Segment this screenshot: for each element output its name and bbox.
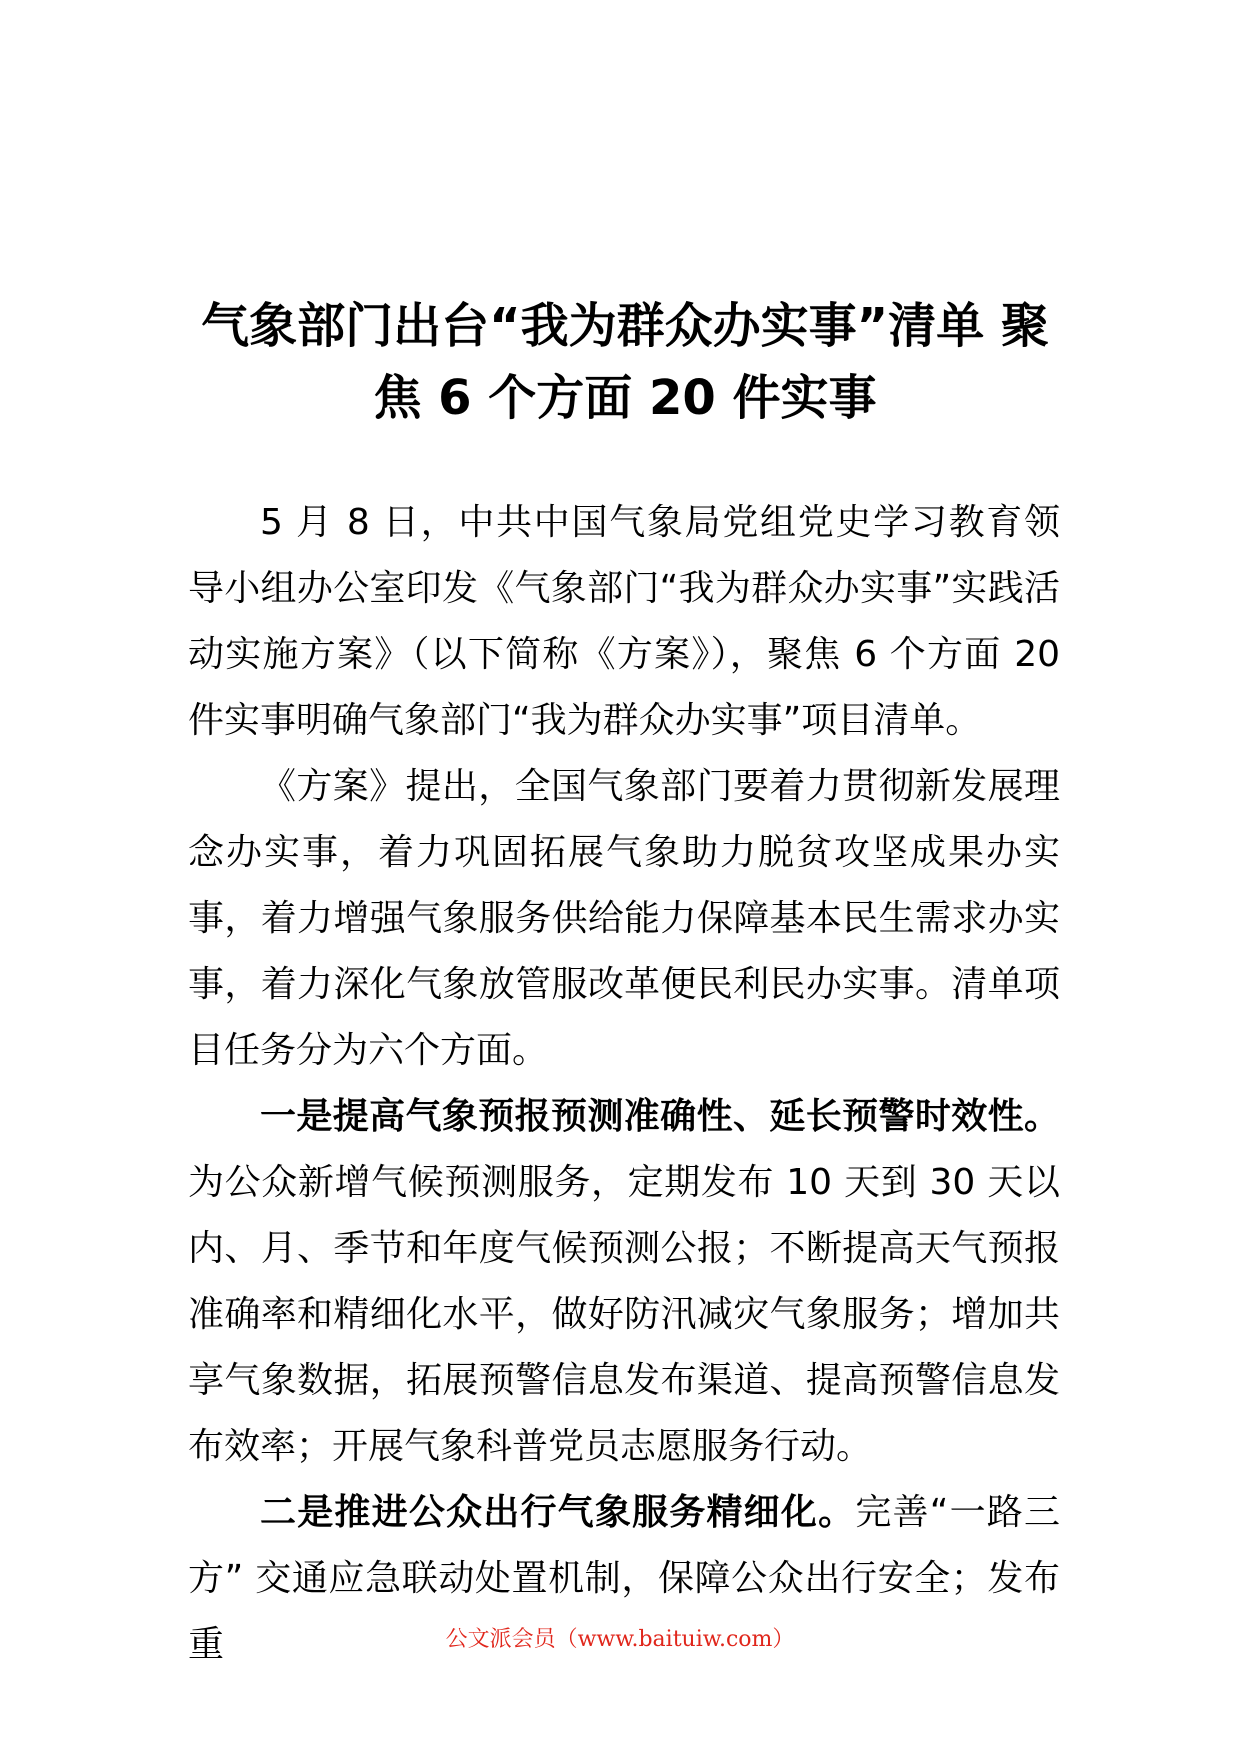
- paragraph-2-text: 《方案》提出，全国气象部门要着力贯彻新发展理念办实事，着力巩固拓展气象助力脱贫攻坚成果办实事，着力增强气象服务供给能力保障基本民生需求办实事，着力深化气象放管服改革便民利民办实事。清单项目任务分为六个方面。: [188, 766, 1060, 1071]
- document-body: [188, 490, 1060, 1678]
- document-title: [200, 290, 1050, 434]
- paragraph-3-text: 为公众新增气候预测服务，定期发布 10 天到 30 天以内、月、季节和年度气候预测公报；不断提高天气预报准确率和精细化水平，做好防汛减灾气象服务；增加共享气象数据，拓展预警信息发布渠道、提高预警信息发布效率；开展气象科普党员志愿服务行动。: [188, 1162, 1060, 1467]
- footer-watermark: 公文派会员（www.baituiw.com）: [445, 1627, 795, 1652]
- title-line-1: 气象部门出台“我为群众办实事”清单 聚: [201, 298, 1049, 354]
- paragraph-1: [188, 490, 1060, 754]
- paragraph-4-text: 完善“一路三方” 交通应急联动处置机制，保障公众出行安全；发布重: [188, 1492, 1060, 1665]
- paragraph-3-lead: 一是提高气象预报预测准确性、延长预警时效性。: [260, 1096, 1060, 1137]
- title-line-2: 焦 6 个方面 20 件实事: [373, 370, 877, 426]
- paragraph-1-text: 5 月 8 日，中共中国气象局党组党史学习教育领导小组办公室印发《气象部门“我为群众办实事”实践活动实施方案》（以下简称《方案》），聚焦 6 个方面 20 件实事明确气象部门“我为群众办实事”项目清单。: [188, 502, 1060, 741]
- paragraph-2: [188, 754, 1060, 1084]
- paragraph-3: [188, 1084, 1060, 1480]
- paragraph-4-lead: 二是推进公众出行气象服务精细化。: [260, 1492, 856, 1533]
